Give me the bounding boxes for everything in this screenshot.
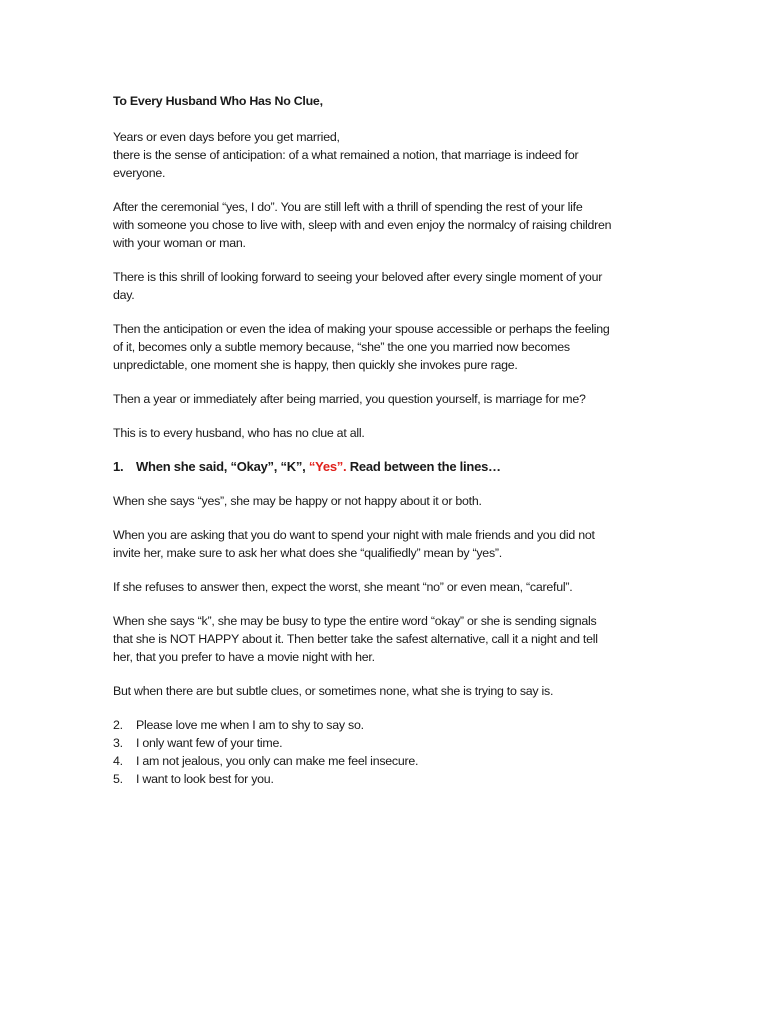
paragraph-line: there is the sense of anticipation: of a what remained a notion, that marriage is indeed for bbox=[113, 148, 579, 162]
letter-body bbox=[113, 92, 661, 788]
list-item-text-before: When she said, “Okay”, “K”, bbox=[136, 459, 309, 474]
list-item bbox=[113, 770, 661, 788]
paragraph-male-friends bbox=[113, 526, 661, 562]
paragraph-k-meaning bbox=[113, 612, 661, 666]
list-item-text-after: Read between the lines… bbox=[346, 459, 501, 474]
list-number: 2. bbox=[113, 718, 123, 732]
list-item-text bbox=[136, 458, 501, 476]
list-item-text: I want to look best for you. bbox=[136, 772, 274, 786]
paragraph-yes-meaning: When she says “yes”, she may be happy or not happy about it or both. bbox=[113, 494, 482, 508]
list-number: 5. bbox=[113, 772, 123, 786]
list-item bbox=[113, 734, 661, 752]
paragraph-line: unpredictable, one moment she is happy, then quickly she invokes pure rage. bbox=[113, 358, 518, 372]
list-item-text: I only want few of your time. bbox=[136, 736, 283, 750]
paragraph-memory bbox=[113, 320, 661, 374]
letter-title: To Every Husband Who Has No Clue, bbox=[113, 94, 323, 108]
highlighted-yes: “Yes”. bbox=[308, 459, 347, 474]
list-item-okay-k-yes bbox=[113, 458, 661, 476]
paragraph-line: When she says “k”, she may be busy to type the entire word “okay” or she is sending signals bbox=[113, 614, 597, 628]
list-item-text: I am not jealous, you only can make me feel insecure. bbox=[136, 754, 419, 768]
list-item bbox=[113, 716, 661, 734]
list-number: 1. bbox=[113, 459, 124, 474]
paragraph-line: Then the anticipation or even the idea of making your spouse accessible or perhaps the feeling bbox=[113, 322, 610, 336]
paragraph-line: of it, becomes only a subtle memory because, “she” the one you married now becomes bbox=[113, 340, 570, 354]
numbered-list bbox=[113, 716, 661, 788]
paragraph-subtle-clues: But when there are but subtle clues, or sometimes none, what she is trying to say is. bbox=[113, 684, 554, 698]
paragraph-line: When you are asking that you do want to spend your night with male friends and you did not bbox=[113, 528, 595, 542]
list-number: 4. bbox=[113, 754, 123, 768]
paragraph-line: After the ceremonial “yes, I do”. You are still left with a thrill of spending the rest of your life bbox=[113, 200, 583, 214]
paragraph-line: There is this shrill of looking forward to seeing your beloved after every single moment of your bbox=[113, 270, 603, 284]
list-number: 3. bbox=[113, 736, 123, 750]
paragraph-line: her, that you prefer to have a movie night with her. bbox=[113, 650, 375, 664]
paragraph-line: day. bbox=[113, 288, 135, 302]
paragraph-shrill bbox=[113, 268, 661, 304]
paragraph-line: invite her, make sure to ask her what does she “qualifiedly” mean by “yes”. bbox=[113, 546, 502, 560]
paragraph-anticipation bbox=[113, 128, 661, 182]
paragraph-dedication: This is to every husband, who has no clue at all. bbox=[113, 426, 365, 440]
paragraph-ceremony bbox=[113, 198, 661, 252]
paragraph-refuses: If she refuses to answer then, expect the worst, she meant “no” or even mean, “careful”. bbox=[113, 580, 573, 594]
list-item bbox=[113, 752, 661, 770]
paragraph-line: that she is NOT HAPPY about it. Then better take the safest alternative, call it a night and tell bbox=[113, 632, 598, 646]
paragraph-question: Then a year or immediately after being married, you question yourself, is marriage for me? bbox=[113, 392, 586, 406]
paragraph-line: Years or even days before you get married, bbox=[113, 130, 340, 144]
paragraph-line: with someone you chose to live with, sleep with and even enjoy the normalcy of raising children bbox=[113, 218, 612, 232]
paragraph-line: with your woman or man. bbox=[113, 236, 246, 250]
list-item-text: Please love me when I am to shy to say so. bbox=[136, 718, 364, 732]
paragraph-line: everyone. bbox=[113, 166, 166, 180]
